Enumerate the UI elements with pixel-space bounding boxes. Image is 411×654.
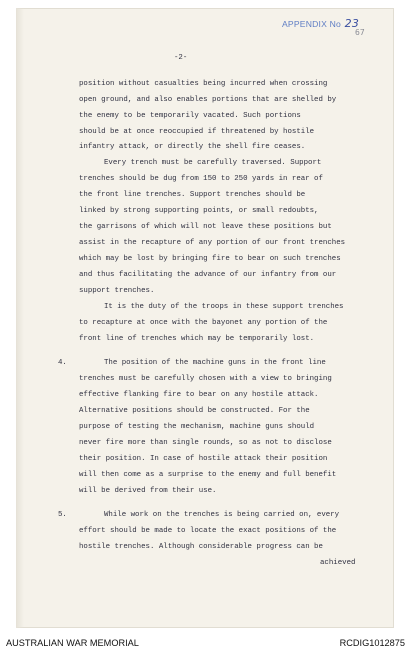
appendix-label: APPENDIX No <box>282 19 342 29</box>
text-line: infantry attack, or directly the shell fire ceases. <box>79 143 306 151</box>
text-line: effort should be made to locate the exact positions of the <box>79 527 337 535</box>
text-line: the front line trenches. Support trenches should be <box>79 191 306 199</box>
page-marker: -2- <box>174 54 188 62</box>
text-line: the enemy to be temporarily vacated. Such portions <box>79 112 301 120</box>
text-line: front line of trenches which may be temporarily lost. <box>79 335 315 343</box>
appendix-number: 23 <box>344 17 360 30</box>
text-line: purpose of testing the mechanism, machine guns should <box>79 423 315 431</box>
folio-number: 67 <box>355 28 365 37</box>
text-line: never fire more than single rounds, so as not to disclose <box>79 439 332 447</box>
text-line: will then come as a surprise to the enemy and full benefit <box>79 471 337 479</box>
text-line: should be at once reoccupied if threatened by hostile <box>79 128 315 136</box>
paragraph-number: 5. <box>58 511 67 519</box>
footer-institution: AUSTRALIAN WAR MEMORIAL <box>6 638 139 648</box>
text-line: effective flanking fire to bear on any hostile attack. <box>79 391 319 399</box>
paragraph-number: 4. <box>58 359 67 367</box>
text-line: to recapture at once with the bayonet any portion of the <box>79 319 328 327</box>
text-line: open ground, and also enables portions that are shelled by <box>79 96 337 104</box>
text-line: their position. In case of hostile attack their position <box>79 455 328 463</box>
text-line: and thus facilitating the advance of our infantry from our <box>79 271 337 279</box>
text-line: trenches must be carefully chosen with a view to bringing <box>79 375 332 383</box>
text-line: The position of the machine guns in the front line <box>104 359 326 367</box>
text-line: position without casualties being incurred when crossing <box>79 80 328 88</box>
text-line: While work on the trenches is being carried on, every <box>104 511 340 519</box>
text-line: hostile trenches. Although considerable progress can be <box>79 543 323 551</box>
text-line: It is the duty of the troops in these support trenches <box>104 303 344 311</box>
footer-record-id: RCDIG1012875 <box>339 638 405 648</box>
text-line: linked by strong supporting points, or small redoubts, <box>79 207 319 215</box>
text-line: support trenches. <box>79 287 155 295</box>
text-line: assist in the recapture of any portion of our front trenches <box>79 239 346 247</box>
catchword: achieved <box>320 559 356 567</box>
text-line: Every trench must be carefully traversed. Support <box>104 159 322 167</box>
text-line: trenches should be dug from 150 to 250 yards in rear of <box>79 175 323 183</box>
appendix-stamp <box>282 17 359 30</box>
text-line: Alternative positions should be constructed. For the <box>79 407 310 415</box>
text-line: the garrisons of which will not leave these positions but <box>79 223 332 231</box>
text-line: will be derived from their use. <box>79 487 217 495</box>
text-line: which may be lost by bringing fire to bear on such trenches <box>79 255 341 263</box>
